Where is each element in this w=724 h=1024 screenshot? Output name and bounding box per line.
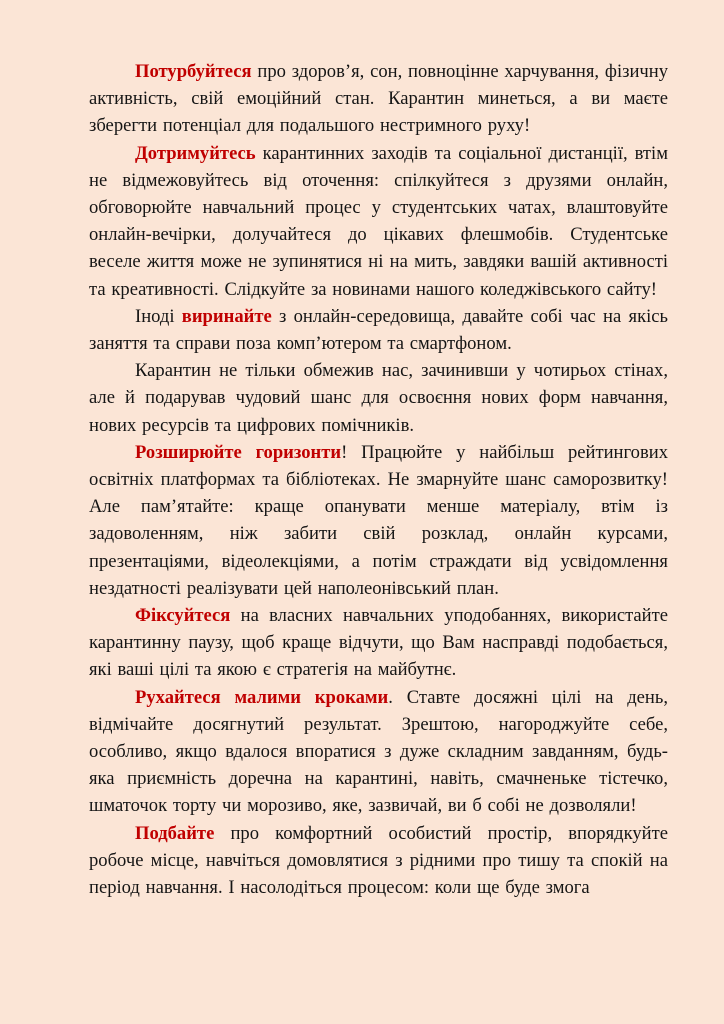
paragraph-lead-bold: Подбайте (135, 822, 215, 844)
paragraph-text: ! Працюйте у найбільш рейтингових освітніх платформах та бібліотеках. Не змарнуйте шанс саморозвитку! Але пам’ятайте: краще опанувати менше матеріалу, втім із задоволенням, ніж забити свій розклад, онлайн курсами, презентаціями, відеолекціями, а потім страждати від усвідомлення нездатності реалізувати цей наполеонівський план. (89, 441, 668, 599)
paragraph (89, 439, 668, 602)
paragraph-text: про комфортний особистий простір, впорядкуйте робоче місце, навчіться домовлятися з рідними про тишу та спокій на період навчання. І насолодіться процесом: коли ще буде змога (89, 822, 668, 899)
paragraph (89, 140, 668, 303)
paragraph-lead-bold: Дотримуйтесь (135, 142, 256, 164)
paragraph-lead-bold: Потурбуйтеся (135, 61, 252, 82)
paragraph (89, 684, 668, 820)
paragraph-lead-bold: Рухайтеся малими кроками (135, 686, 389, 708)
paragraph-lead-bold: виринайте (181, 305, 272, 327)
paragraph-pre-text: Іноді (135, 305, 182, 327)
paragraph-text: карантинних заходів та соціальної дистанції, втім не відмежовуйтесь від оточення: спілкуйтеся з друзями онлайн, обговорюйте навчальний процес у студентських чатах, влаштовуйте онлайн-вечірки, долучайтеся до цікавих флешмобів. Студентське веселе життя може не зупинятися ні на мить, завдяки вашій активності та креативності. Слідкуйте за новинами нашого коледжівського сайту! (89, 142, 668, 300)
paragraph-lead-bold: Фіксуйтеся (135, 605, 231, 627)
paragraph-text: про здоров’я, сон, повноцінне харчування, фізичну активність, свій емоційний стан. Карантин минеться, а ви маєте зберегти потенціал для подальшого нестримного руху! (89, 61, 668, 137)
paragraph (89, 602, 668, 684)
paragraph (89, 58, 668, 140)
document-body (89, 58, 668, 901)
paragraph-text: Карантин не тільки обмежив нас, зачинивши у чотирьох стінах, але й подарував чудовий шанс для освоєння нових форм навчання, нових ресурсів та цифрових помічників. (89, 360, 668, 436)
paragraph (89, 357, 668, 439)
paragraph (89, 820, 668, 902)
paragraph-lead-bold: Розширюйте горизонти (135, 441, 342, 463)
paragraph-text: з онлайн-середовища, давайте собі час на якісь заняття та справи поза комп’ютером та смартфоном. (89, 305, 668, 355)
paragraph-text: на власних навчальних уподобаннях, використайте карантинну паузу, щоб краще відчути, що Вам насправді подобається, які ваші цілі та якою є стратегія на майбутнє. (89, 605, 668, 681)
paragraph-text: . Ставте досяжні цілі на день, відмічайте досягнутий результат. Зрештою, нагороджуйте себе, особливо, якщо вдалося впоратися з дуже складним завданням, будь-яка приємність доречна на карантині, навіть, смачненьке тістечко, шматочок торту чи морозиво, яке, зазвичай, ви б собі не дозволяли! (89, 686, 668, 817)
paragraph (89, 303, 668, 357)
